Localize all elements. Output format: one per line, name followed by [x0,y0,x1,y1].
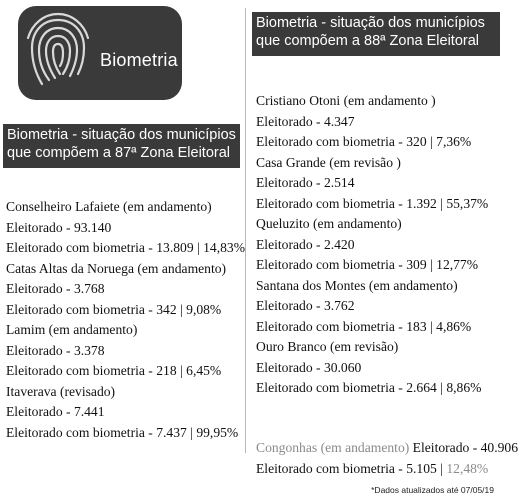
congonhas-entry [256,438,518,479]
logo-text: Biometria [100,50,178,70]
eleitorado-value: Eleitorado - 30.060 [256,359,362,375]
biometria-value: Eleitorado com biometria - 342 | 9,08% [6,301,222,317]
congonhas-biometria-row [256,459,518,480]
eleitorado-value: Eleitorado - 3.768 [6,281,105,296]
header-line-2: que compõem a 88ª Zona Eleitoral [256,33,479,49]
municipality-name: Catas Altas da Noruega (em andamento) [6,260,227,276]
biometria-value: Eleitorado com biometria - 2.664 | 8,86% [256,380,482,395]
biometria-logo [18,6,182,100]
municipality-name: Queluzito (em andamento) [256,216,402,231]
eleitorado-value: Eleitorado - 4.347 [256,113,355,129]
zona-87-header [3,124,240,168]
municipality-name: Itaverava (revisado) [6,383,116,399]
column-divider [245,8,246,453]
municipality-name: Conselheiro Lafaiete (em andamento) [6,199,212,214]
biometria-value: Eleitorado com biometria - 183 | 4,86% [256,318,472,334]
congonhas-name: Congonhas (em andamento) [256,440,410,455]
congonhas-eleitorado: Eleitorado - 40.906 [409,440,518,455]
eleitorado-value: Eleitorado - 3.378 [6,342,105,358]
eleitorado-value: Eleitorado - 3.762 [256,298,355,313]
header-line-2: que compõem a 87ª Zona Eleitoral [7,145,230,161]
fingerprint-icon [22,8,94,98]
municipality-entry [6,197,246,259]
municipality-entry [256,337,500,399]
municipality-entry [256,276,500,338]
biometria-value: Eleitorado com biometria - 309 | 12,77% [256,257,479,272]
eleitorado-value: Eleitorado - 2.514 [256,175,355,190]
header-line-1: Biometria - situação dos municípios [256,15,485,31]
municipality-entry [6,320,240,382]
eleitorado-value: Eleitorado - 93.140 [6,219,112,235]
municipality-name: Casa Grande (em revisão ) [256,154,401,170]
zona-88-header [252,12,500,56]
municipality-entry [6,382,240,444]
municipality-entry [6,259,240,321]
eleitorado-value: Eleitorado - 7.441 [6,404,105,419]
biometria-value: Eleitorado com biometria - 7.437 | 99,95% [6,424,239,440]
right-column [252,0,518,500]
congonhas-name-row [256,438,518,459]
left-column [0,0,246,500]
zona-88-list [256,91,500,399]
header-line-1: Biometria - situação dos municípios [7,127,236,143]
congonhas-biometria-label: Eleitorado com biometria - 5.105 | [256,460,447,476]
eleitorado-value: Eleitorado - 2.420 [256,236,355,252]
municipality-name: Ouro Branco (em revisão) [256,339,399,354]
municipality-entry [256,214,500,276]
municipality-name: Santana dos Montes (em andamento) [256,277,458,293]
zona-87-list [6,197,246,443]
biometria-value: Eleitorado com biometria - 13.809 | 14,83% [6,240,246,255]
biometria-value: Eleitorado com biometria - 218 | 6,45% [6,363,222,378]
municipality-entry [256,91,500,153]
congonhas-biometria-pct: 12,48% [446,460,489,476]
municipality-name: Lamim (em andamento) [6,322,138,337]
biometria-value: Eleitorado com biometria - 1.392 | 55,37% [256,195,489,211]
municipality-entry [256,153,500,215]
municipality-name: Cristiano Otoni (em andamento ) [256,93,436,108]
biometria-value: Eleitorado com biometria - 320 | 7,36% [256,134,472,149]
update-footnote: *Dados atualizados até 07/05/19 [371,485,494,495]
